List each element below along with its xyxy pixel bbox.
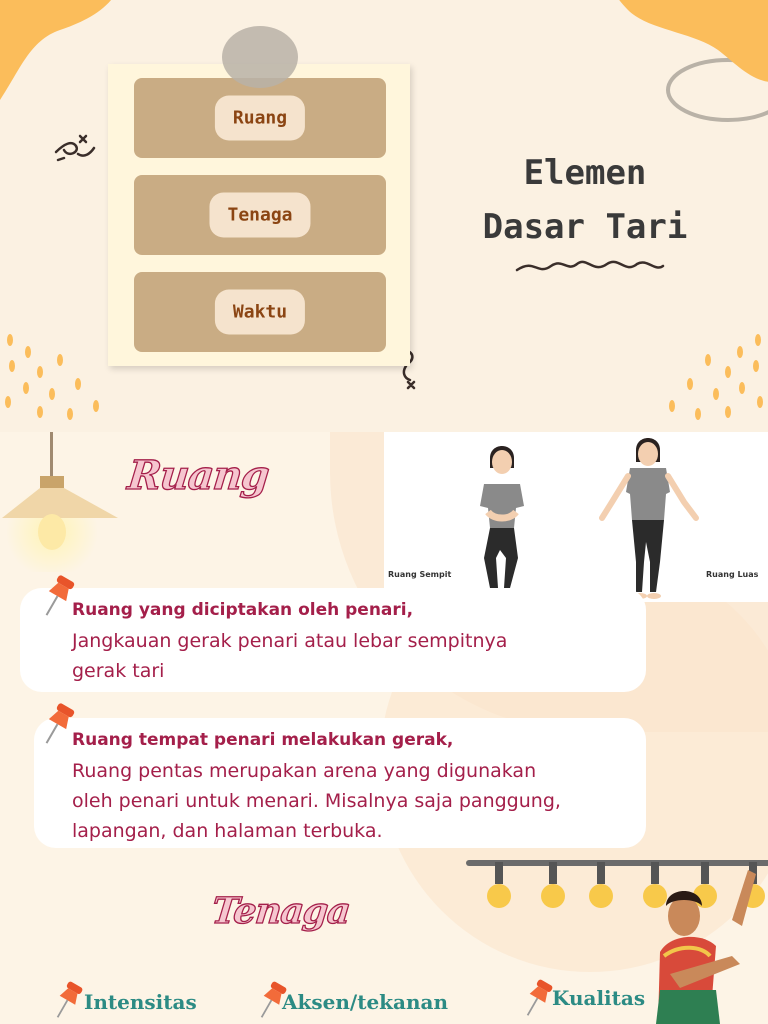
card-line: Jangkauan gerak penari atau lebar sempitnya [72,630,508,652]
slide-elemen-dasar-tari [0,0,768,432]
card-body [72,626,507,686]
dots-decoration [648,330,768,430]
light-bulb-icon [538,862,568,912]
card-body [72,756,561,846]
section-heading-tenaga: Tenaga [209,890,352,932]
dots-decoration [0,330,120,430]
pushpin-icon [38,700,76,750]
tenaga-item-kualitas: Kualitas [552,986,646,1010]
squiggle-underline-icon [515,252,665,282]
pushpin-icon [38,572,76,622]
tenaga-item-intensitas: Intensitas [84,990,197,1014]
info-card [20,588,646,692]
menu-item-tenaga[interactable] [134,175,386,255]
tenaga-item-aksen: Aksen/tekanan [282,990,449,1014]
menu-item-waktu[interactable] [134,272,386,352]
light-bulb-icon [586,862,616,912]
menu-item-label: Tenaga [209,193,310,238]
hanging-lamp-icon [0,432,130,572]
info-card [34,718,646,848]
pushpin-icon [520,976,554,1022]
slide-title [470,146,700,254]
sticky-note-menu [108,64,410,366]
card-heading: Ruang tempat penari melakukan gerak, [72,730,454,750]
title-line: Dasar Tari [482,207,688,247]
caption-ruang-sempit: Ruang Sempit [388,570,452,579]
card-heading: Ruang yang diciptakan oleh penari, [72,600,414,620]
slide-ruang-tenaga [0,432,768,1024]
caption-ruang-luas: Ruang Luas [706,570,759,579]
dancer-illustration [384,432,768,602]
classical-dancer-icon [640,860,768,1024]
light-bulb-icon [484,862,514,912]
dancer-narrow-figure [480,446,524,595]
menu-item-label: Ruang [215,96,305,141]
card-line: Ruang pentas merupakan arena yang digunakan [72,760,537,782]
card-line: oleh penari untuk menari. Misalnya saja panggung, [72,790,561,812]
title-line: Elemen [523,153,647,193]
section-heading-ruang: Ruang [125,452,271,499]
tape-decoration [222,26,298,88]
menu-item-ruang[interactable] [134,78,386,158]
card-line: gerak tari [72,660,165,682]
card-line: lapangan, dan halaman terbuka. [72,820,383,842]
menu-item-label: Waktu [215,290,305,335]
orange-blob-decoration [608,0,768,140]
sparkle-doodle-icon [50,128,100,172]
dancer-wide-figure [602,438,696,599]
pushpin-icon [50,978,84,1024]
